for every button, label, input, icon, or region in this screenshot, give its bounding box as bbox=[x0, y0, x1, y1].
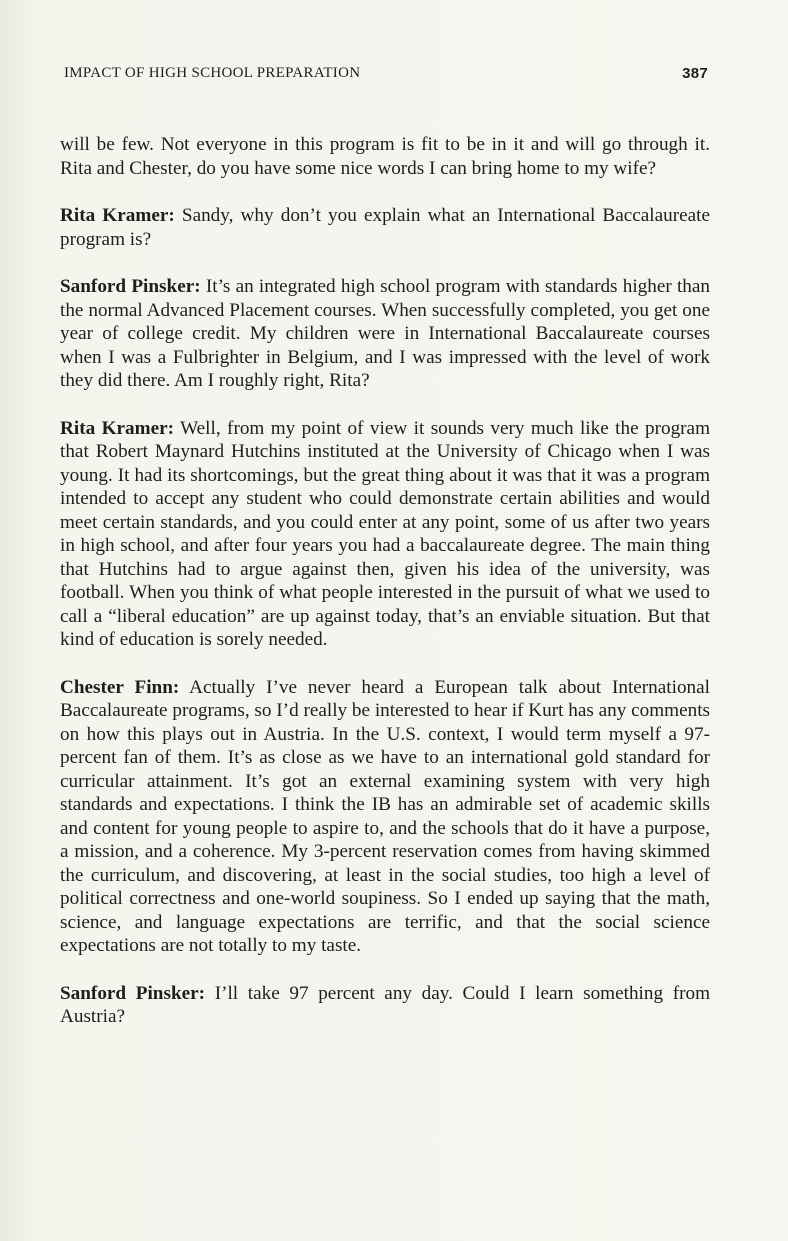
paragraph-text: will be few. Not everyone in this program is fit to be in it and will go through it. Rita and Chester, do you have some nice words I can bring home to my wife? bbox=[60, 134, 710, 179]
paragraph bbox=[60, 982, 710, 1029]
speaker-name: Sanford Pinsker: bbox=[60, 276, 201, 297]
paragraph-text: Actually I’ve never heard a European talk about International Baccalaureate programs, so I’d really be interested to hear if Kurt has any comments on how this plays out in Austria. In the U.S. context, I would term myself a 97-percent fan of them. It’s as close as we have to an international gold standard for curricular attainment. It’s got an external examining system with very high standards and expectations. I think the IB has an admirable set of academic skills and content for young people to aspire to, and the schools that do it have a purpose, a mission, and a coherence. My 3-percent reservation comes from having skimmed the curriculum, and discovering, at least in the social studies, too high a level of political correctness and one-world soupiness. So I ended up saying that the math, science, and language expectations are terrific, and that the social science expectations are not totally to my taste. bbox=[60, 676, 710, 956]
speaker-name: Rita Kramer: bbox=[60, 205, 175, 226]
page-number: 387 bbox=[682, 65, 708, 82]
chapter-title: IMPACT OF HIGH SCHOOL PREPARATION bbox=[64, 65, 361, 81]
paragraph-text: Sandy, why don’t you explain what an International Baccalaureate program is? bbox=[60, 205, 710, 250]
speaker-name: Rita Kramer: bbox=[60, 417, 175, 439]
paragraph bbox=[60, 204, 710, 251]
speaker-name: Chester Finn: bbox=[60, 676, 180, 698]
transcript-body bbox=[60, 133, 710, 1053]
paragraph bbox=[60, 275, 710, 393]
speaker-name: Sanford Pinsker: bbox=[60, 982, 206, 1004]
paragraph-text: Well, from my point of view it sounds very much like the program that Robert Maynard Hutchins instituted at the University of Chicago when I was young. It had its shortcomings, but the great thing about it was that it was a program intended to accept any student who could demonstrate certain abilities and would meet certain standards, and you could enter at any point, some of us after two years in high school, and after four years you had a baccalaureate degree. The main thing that Hutchins had to argue against then, given his idea of the university, was football. When you think of what people interested in the pursuit of what we used to call a “liberal education” are up against today, that’s an enviable situation. But that kind of education is sorely needed. bbox=[60, 417, 710, 650]
paragraph bbox=[60, 133, 710, 180]
paragraph-text: It’s an integrated high school program with standards higher than the normal Advanced Placement courses. When successfully completed, you get one year of college credit. My children were in International Baccalaureate courses when I was a Fulbrighter in Belgium, and I was impressed with the level of work they did there. Am I roughly right, Rita? bbox=[60, 276, 711, 391]
running-head bbox=[64, 65, 708, 87]
paragraph bbox=[60, 417, 710, 652]
paragraph-text: I’ll take 97 percent any day. Could I learn something from Austria? bbox=[60, 982, 711, 1027]
paragraph bbox=[60, 676, 710, 958]
